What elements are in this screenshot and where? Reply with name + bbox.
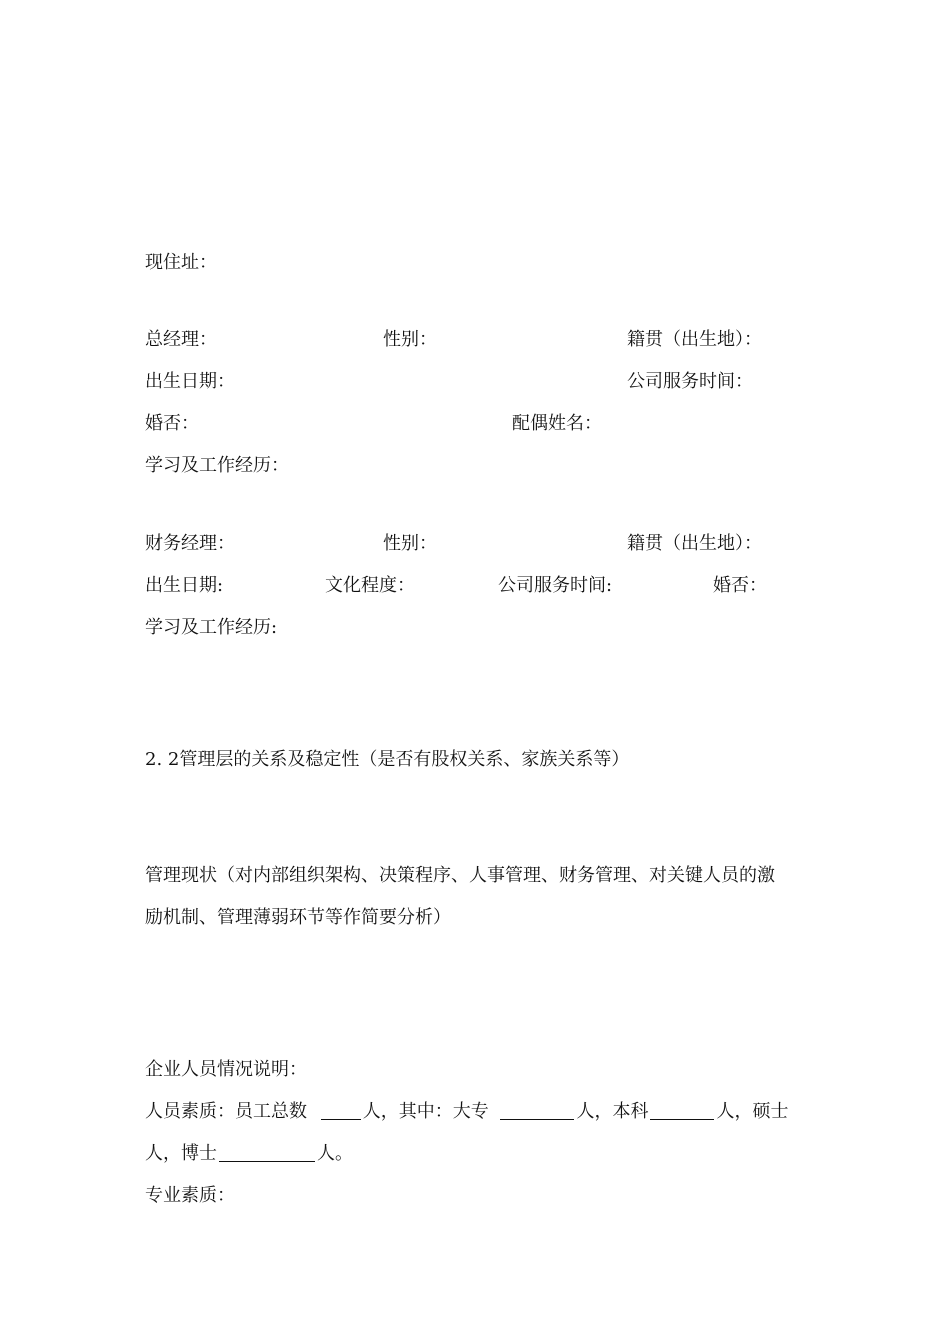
total-staff-blank[interactable] bbox=[321, 1101, 361, 1120]
fm-education-label: 文化程度： bbox=[325, 575, 415, 596]
staff-unit-2: 人，本科 bbox=[576, 1101, 649, 1122]
gm-native-place-label: 籍贯（出生地）： bbox=[627, 329, 762, 350]
fm-native-place-label: 籍贯（出生地）： bbox=[627, 533, 762, 554]
section-2-2-heading: 2. 2管理层的关系及稳定性（是否有股权关系、家族关系等） bbox=[145, 749, 630, 770]
staff-line-2-suffix: 人。 bbox=[317, 1143, 353, 1164]
gm-title-label: 总经理： bbox=[145, 329, 217, 350]
staff-quality-prefix: 人员素质：员工总数 bbox=[145, 1101, 307, 1122]
gm-spouse-label: 配偶姓名： bbox=[512, 413, 602, 434]
gm-service-time-label: 公司服务时间： bbox=[627, 371, 753, 392]
junior-college-blank[interactable] bbox=[500, 1101, 574, 1120]
professional-quality-label: 专业素质： bbox=[145, 1185, 235, 1206]
staff-line-2-prefix: 人，博士 bbox=[145, 1143, 217, 1164]
doctorate-blank[interactable] bbox=[219, 1143, 315, 1162]
bachelor-blank[interactable] bbox=[650, 1101, 714, 1120]
fm-marital-label: 婚否： bbox=[713, 575, 767, 596]
management-status-line-2: 励机制、管理薄弱环节等作简要分析） bbox=[145, 907, 451, 928]
staff-heading: 企业人员情况说明： bbox=[145, 1059, 307, 1080]
gm-history-label: 学习及工作经历： bbox=[145, 455, 289, 476]
gm-birth-date-label: 出生日期： bbox=[145, 371, 235, 392]
staff-quality-line-1 bbox=[145, 1100, 788, 1124]
management-status-line-1: 管理现状（对内部组织架构、决策程序、人事管理、财务管理、对关键人员的激 bbox=[145, 865, 775, 886]
gm-marital-label: 婚否： bbox=[145, 413, 199, 434]
staff-unit-1: 人，其中：大专 bbox=[362, 1101, 489, 1122]
fm-service-time-label: 公司服务时间: bbox=[498, 575, 613, 596]
fm-gender-label: 性别： bbox=[383, 533, 437, 554]
current-address-label: 现住址： bbox=[145, 252, 217, 273]
fm-title-label: 财务经理： bbox=[145, 533, 235, 554]
fm-birth-date-label: 出生日期: bbox=[145, 575, 224, 596]
gm-gender-label: 性别： bbox=[383, 329, 437, 350]
fm-history-label: 学习及工作经历: bbox=[145, 617, 278, 638]
staff-unit-3: 人，硕士 bbox=[716, 1101, 789, 1122]
staff-quality-line-2 bbox=[145, 1142, 353, 1166]
